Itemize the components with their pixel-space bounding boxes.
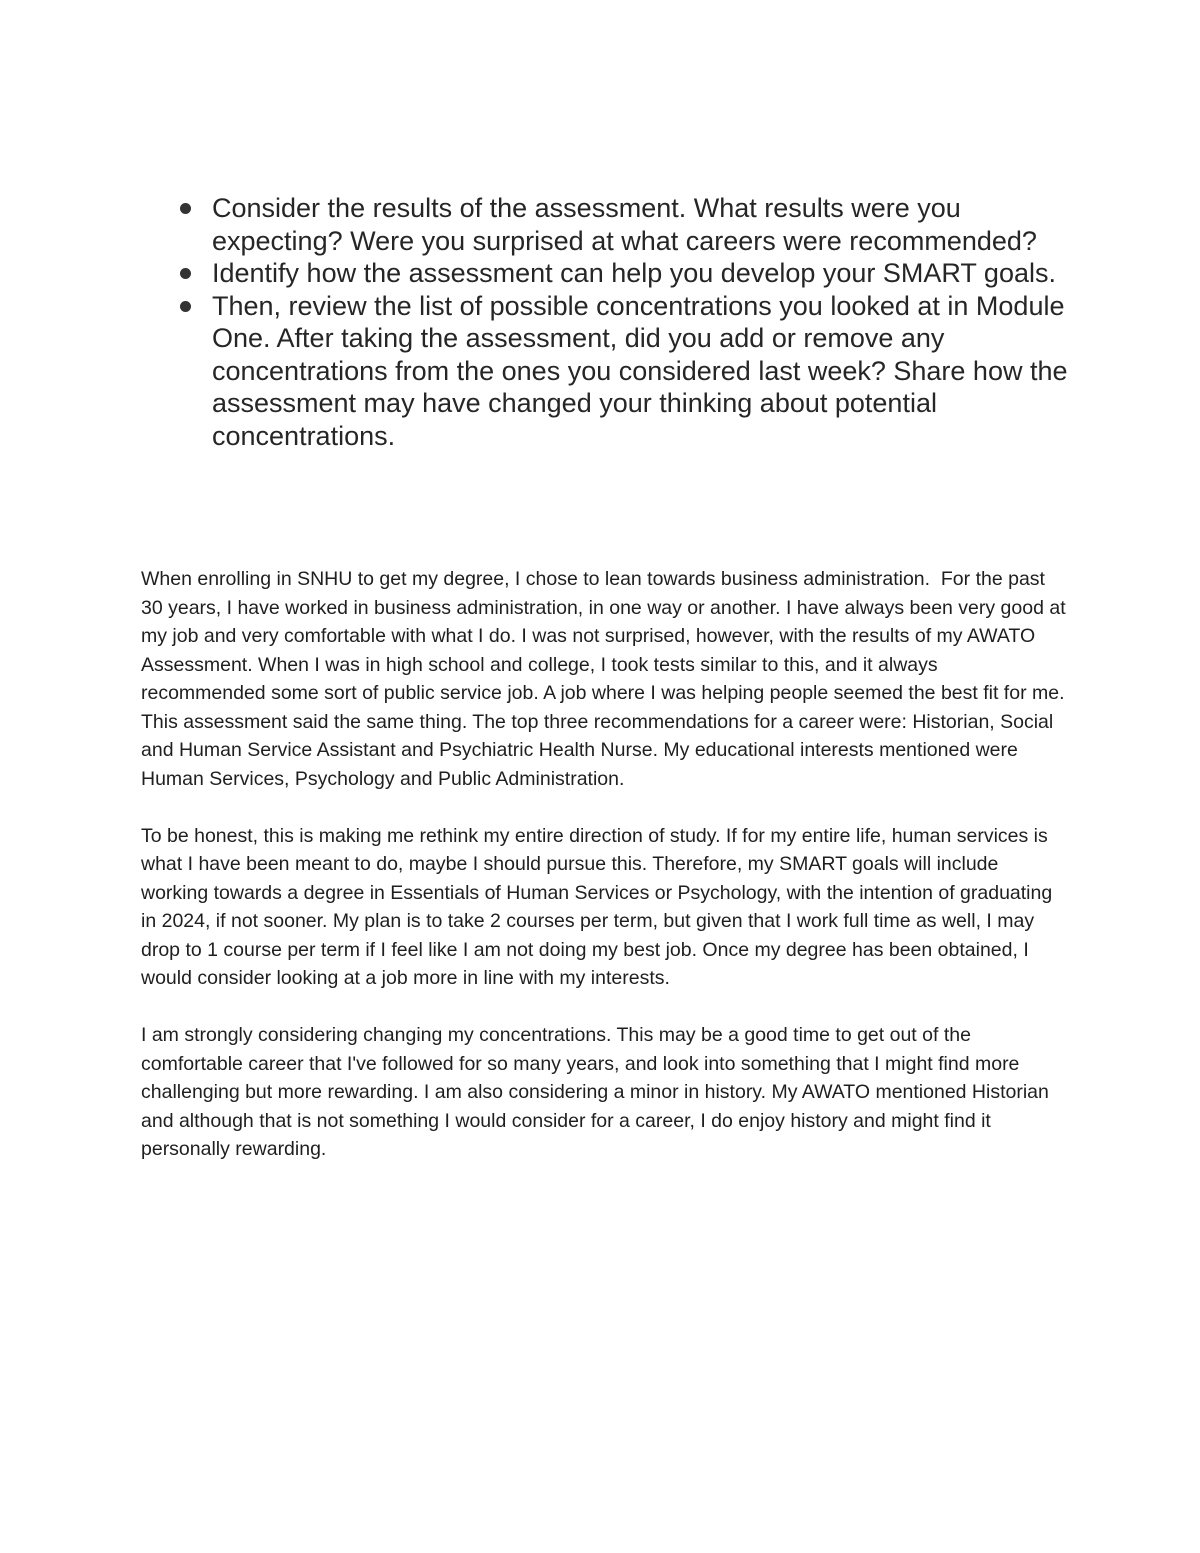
prompt-text: Consider the results of the assessment. What results were you expecting? Were you surprised at what careers were recommended? xyxy=(212,193,1037,256)
prompt-item xyxy=(178,257,1078,290)
prompt-text: Then, review the list of possible concentrations you looked at in Module One. After taking the assessment, did you add or remove any concentrations from the ones you considered last week? Share how the assessment may have changed your thinking about potential concentrations. xyxy=(212,290,1068,451)
bullet-icon xyxy=(180,268,191,279)
prompt-text: Identify how the assessment can help you develop your SMART goals. xyxy=(212,258,1056,288)
response-body xyxy=(141,565,1072,1192)
bullet-icon xyxy=(180,301,191,312)
response-paragraph: To be honest, this is making me rethink my entire direction of study. If for my entire life, human services is what I have been meant to do, maybe I should pursue this. Therefore, my SMART goals will include working towards a degree in Essentials of Human Services or Psychology, with the intention of graduating in 2024, if not sooner. My plan is to take 2 courses per term, but given that I work full time as well, I may drop to 1 course per term if I feel like I am not doing my best job. Once my degree has been obtained, I would consider looking at a job more in line with my interests. xyxy=(141,824,1058,989)
assignment-prompts-list xyxy=(178,192,1078,452)
prompt-item xyxy=(178,192,1078,257)
bullet-icon xyxy=(180,203,191,214)
response-paragraph: When enrolling in SNHU to get my degree, I chose to lean towards business administration. For the past 30 years, I have worked in business administration, in one way or another. I have always been very good at my job and very comfortable with what I do. I was not surprised, however, with the results of my AWATO Assessment. When I was in high school and college, I took tests similar to this, and it always recommended some sort of public service job. A job where I was helping people seemed the best fit for me. This assessment said the same thing. The top three recommendations for a career were: Historian, Social and Human Service Assistant and Psychiatric Health Nurse. My educational interests mentioned were Human Services, Psychology and Public Administration. xyxy=(141,568,1072,790)
response-paragraph: I am strongly considering changing my concentrations. This may be a good time to get out of the comfortable career that I've followed for so many years, and look into something that I might find more challenging but more rewarding. I am also considering a minor in history. My AWATO mentioned Historian and although that is not something I would consider for a career, I do enjoy history and might find it personally rewarding. xyxy=(141,1024,1055,1160)
prompt-item xyxy=(178,290,1078,453)
